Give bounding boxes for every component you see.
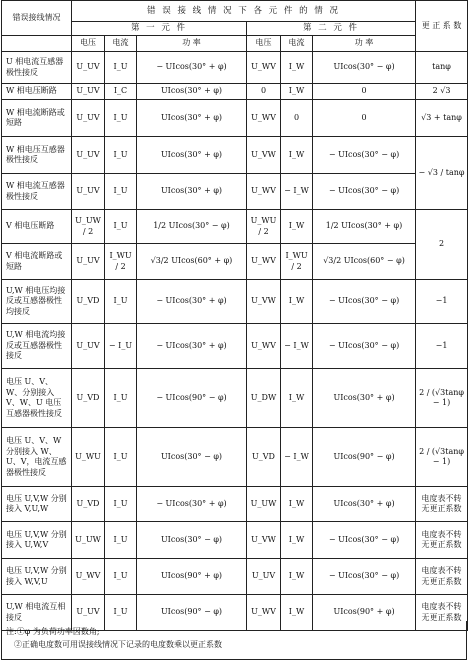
current-cell: 0 bbox=[281, 100, 313, 137]
table-row bbox=[2, 559, 468, 595]
current-cell: − I_W bbox=[281, 174, 313, 210]
power-cell: UIcos(90° + φ) bbox=[137, 559, 247, 595]
voltage-header-2: 电压 bbox=[247, 36, 281, 52]
voltage-cell: U_VW bbox=[247, 522, 281, 559]
voltage-cell: U_UV bbox=[72, 100, 105, 137]
table-title: 错 误 接 线 情 况 下 各 元 件 的 情 况 bbox=[72, 1, 416, 22]
note-2: ②正确电度数可用误接线情况下记录的电度数乘以更正系数 bbox=[14, 640, 222, 649]
wiring-error-table bbox=[1, 0, 468, 631]
current-cell: − I_U bbox=[105, 324, 137, 369]
current-cell: I_U bbox=[105, 487, 137, 522]
current-cell: I_W bbox=[281, 487, 313, 522]
current-cell: I_U bbox=[105, 522, 137, 559]
power-cell: UIcos(30° + φ) bbox=[313, 487, 416, 522]
factor-cell: √3 + tanφ bbox=[416, 100, 468, 137]
power-cell: UIcos(30° + φ) bbox=[137, 137, 247, 174]
current-cell: I_WU / 2 bbox=[281, 244, 313, 280]
voltage-cell: U_WV bbox=[247, 244, 281, 280]
factor-cell: 电度表不转无更正系数 bbox=[416, 487, 468, 522]
table-notes bbox=[1, 621, 467, 660]
power-cell: − UIcos(30° + φ) bbox=[137, 487, 247, 522]
voltage-cell: U_WU / 2 bbox=[247, 210, 281, 244]
table-row bbox=[2, 100, 468, 137]
factor-cell: 2 √3 bbox=[416, 84, 468, 100]
power-cell: UIcos(30° − φ) bbox=[313, 52, 416, 84]
power-cell: − UIcos(30° − φ) bbox=[313, 559, 416, 595]
current-cell: I_C bbox=[105, 84, 137, 100]
current-cell: I_WU / 2 bbox=[105, 244, 137, 280]
current-cell: I_U bbox=[105, 137, 137, 174]
power-cell: 0 bbox=[313, 84, 416, 100]
voltage-cell: U_VD bbox=[72, 487, 105, 522]
voltage-cell: U_VW bbox=[247, 280, 281, 324]
current-cell: I_W bbox=[281, 84, 313, 100]
power-cell: − UIcos(30° − φ) bbox=[313, 137, 416, 174]
power-header-1: 功 率 bbox=[137, 36, 247, 52]
factor-cell: − √3 / tanφ bbox=[416, 137, 468, 210]
voltage-cell: U_WV bbox=[247, 52, 281, 84]
row-desc: 电压 U,V,W 分别接入 V,U,W bbox=[2, 487, 72, 522]
row-desc: U,W 相电流均接反或互感器极性接反 bbox=[2, 324, 72, 369]
correction-factor-header: 更 正 系 数 bbox=[416, 1, 468, 52]
current-cell: I_U bbox=[105, 595, 137, 631]
voltage-cell: U_UW / 2 bbox=[72, 210, 105, 244]
row-desc: U,W 相电压均接反或互感器极性均接反 bbox=[2, 280, 72, 324]
element2-header: 第 二 元 件 bbox=[247, 22, 416, 36]
current-cell: I_U bbox=[105, 428, 137, 487]
power-cell: UIcos(30° − φ) bbox=[137, 428, 247, 487]
power-cell: UIcos(90° + φ) bbox=[313, 595, 416, 631]
current-cell: I_U bbox=[105, 174, 137, 210]
current-cell: I_W bbox=[281, 52, 313, 84]
row-desc: 电压 U,V,W 分别接入 W,V,U bbox=[2, 559, 72, 595]
voltage-cell: U_VD bbox=[247, 428, 281, 487]
power-cell: UIcos(90° − φ) bbox=[313, 428, 416, 487]
power-cell: UIcos(30° + φ) bbox=[313, 369, 416, 428]
voltage-cell: U_VD bbox=[72, 369, 105, 428]
table-row bbox=[2, 428, 468, 487]
row-desc: 电压 U、V、W 分别接入 W、U、V，电流互感器极性接反 bbox=[2, 428, 72, 487]
element1-header: 第 一 元 件 bbox=[72, 22, 247, 36]
factor-cell: 2 / (√3tanφ − 1) bbox=[416, 369, 468, 428]
power-cell: − UIcos(30° − φ) bbox=[313, 174, 416, 210]
table-row bbox=[2, 522, 468, 559]
voltage-cell: U_VW bbox=[247, 137, 281, 174]
voltage-cell: U_WV bbox=[247, 324, 281, 369]
factor-cell: 电度表不转无更正系数 bbox=[416, 595, 468, 631]
voltage-cell: 0 bbox=[247, 84, 281, 100]
table-row bbox=[2, 324, 468, 369]
power-cell: 1/2 UIcos(30° − φ) bbox=[137, 210, 247, 244]
power-cell: − UIcos(30° + φ) bbox=[137, 280, 247, 324]
table-row bbox=[2, 280, 468, 324]
table-row bbox=[2, 487, 468, 522]
power-cell: √3/2 UIcos(60° + φ) bbox=[137, 244, 247, 280]
voltage-cell: U_DW bbox=[247, 369, 281, 428]
table-row bbox=[2, 52, 468, 84]
current-cell: I_W bbox=[281, 595, 313, 631]
power-cell: − UIcos(30° − φ) bbox=[313, 280, 416, 324]
voltage-cell: U_WU bbox=[72, 428, 105, 487]
power-cell: UIcos(30° + φ) bbox=[137, 174, 247, 210]
current-cell: I_U bbox=[105, 559, 137, 595]
voltage-cell: U_UV bbox=[72, 137, 105, 174]
voltage-cell: U_UV bbox=[72, 595, 105, 631]
row-desc: W 相电流断路或短路 bbox=[2, 100, 72, 137]
row-desc: W 相电压互感器极性接反 bbox=[2, 137, 72, 174]
row-desc: V 相电流断路或短路 bbox=[2, 244, 72, 280]
voltage-cell: U_UV bbox=[72, 244, 105, 280]
factor-cell: 电度表不转无更正系数 bbox=[416, 522, 468, 559]
row-desc: 电压 U、V、W、分别接入 V、W、U 电压互感器极性接反 bbox=[2, 369, 72, 428]
factor-cell: 2 / (√3tanφ − 1) bbox=[416, 428, 468, 487]
voltage-cell: U_UW bbox=[247, 487, 281, 522]
current-header-1: 电流 bbox=[105, 36, 137, 52]
current-cell: I_W bbox=[281, 369, 313, 428]
current-cell: − I_W bbox=[281, 428, 313, 487]
table-row bbox=[2, 210, 468, 244]
voltage-cell: U_UV bbox=[72, 84, 105, 100]
current-cell: I_W bbox=[281, 137, 313, 174]
voltage-cell: U_WV bbox=[247, 595, 281, 631]
row-desc: W 相电压断路 bbox=[2, 84, 72, 100]
current-cell: I_U bbox=[105, 280, 137, 324]
factor-cell: −1 bbox=[416, 324, 468, 369]
current-cell: I_U bbox=[105, 369, 137, 428]
factor-cell: tanφ bbox=[416, 52, 468, 84]
factor-cell: 2 bbox=[416, 210, 468, 280]
row-desc: U,W 相电流互相接反 bbox=[2, 595, 72, 631]
current-cell: I_U bbox=[105, 100, 137, 137]
row-desc: 电压 U,V,W 分别接入 U,W,V bbox=[2, 522, 72, 559]
power-cell: UIcos(90° − φ) bbox=[137, 595, 247, 631]
power-cell: − UIcos(30° − φ) bbox=[313, 324, 416, 369]
current-cell: I_W bbox=[281, 559, 313, 595]
power-cell: UIcos(30° + φ) bbox=[137, 100, 247, 137]
row-desc: V 相电压断路 bbox=[2, 210, 72, 244]
voltage-cell: U_WV bbox=[72, 559, 105, 595]
case-header: 错误接线情况 bbox=[2, 1, 72, 36]
voltage-cell: U_UV bbox=[72, 174, 105, 210]
voltage-cell: U_UV bbox=[72, 52, 105, 84]
voltage-cell: U_WV bbox=[247, 174, 281, 210]
power-cell: 1/2 UIcos(30° + φ) bbox=[313, 210, 416, 244]
table-row bbox=[2, 244, 468, 280]
table-row bbox=[2, 174, 468, 210]
voltage-cell: U_WV bbox=[247, 100, 281, 137]
power-header-2: 功 率 bbox=[313, 36, 416, 52]
current-cell: − I_W bbox=[281, 324, 313, 369]
voltage-cell: U_UV bbox=[72, 324, 105, 369]
current-header-2: 电流 bbox=[281, 36, 313, 52]
power-cell: √3/2 UIcos(60° − φ) bbox=[313, 244, 416, 280]
row-desc: W 相电流互感器极性接反 bbox=[2, 174, 72, 210]
voltage-cell: U_VD bbox=[72, 280, 105, 324]
voltage-cell: U_UW bbox=[72, 522, 105, 559]
voltage-cell: U_UV bbox=[247, 559, 281, 595]
power-cell: UIcos(30° − φ) bbox=[137, 522, 247, 559]
power-cell: UIcos(30° + φ) bbox=[137, 84, 247, 100]
row-desc: U 相电流互感器极性接反 bbox=[2, 52, 72, 84]
current-cell: I_W bbox=[281, 522, 313, 559]
power-cell: − UIcos(90° − φ) bbox=[137, 369, 247, 428]
table-row bbox=[2, 369, 468, 428]
power-cell: − UIcos(30° + φ) bbox=[137, 324, 247, 369]
factor-cell: 电度表不转无更正系数 bbox=[416, 559, 468, 595]
factor-cell: −1 bbox=[416, 280, 468, 324]
case-header-blank bbox=[2, 36, 72, 52]
current-cell: I_U bbox=[105, 210, 137, 244]
power-cell: − UIcos(30° − φ) bbox=[313, 522, 416, 559]
current-cell: I_U bbox=[105, 52, 137, 84]
table-row bbox=[2, 137, 468, 174]
power-cell: − UIcos(30° + φ) bbox=[137, 52, 247, 84]
voltage-header-1: 电压 bbox=[72, 36, 105, 52]
current-cell: I_W bbox=[281, 280, 313, 324]
note-1: 注:①φ 为负荷功率因数角; bbox=[6, 627, 100, 636]
current-cell: I_W bbox=[281, 210, 313, 244]
table-row bbox=[2, 84, 468, 100]
power-cell: 0 bbox=[313, 100, 416, 137]
